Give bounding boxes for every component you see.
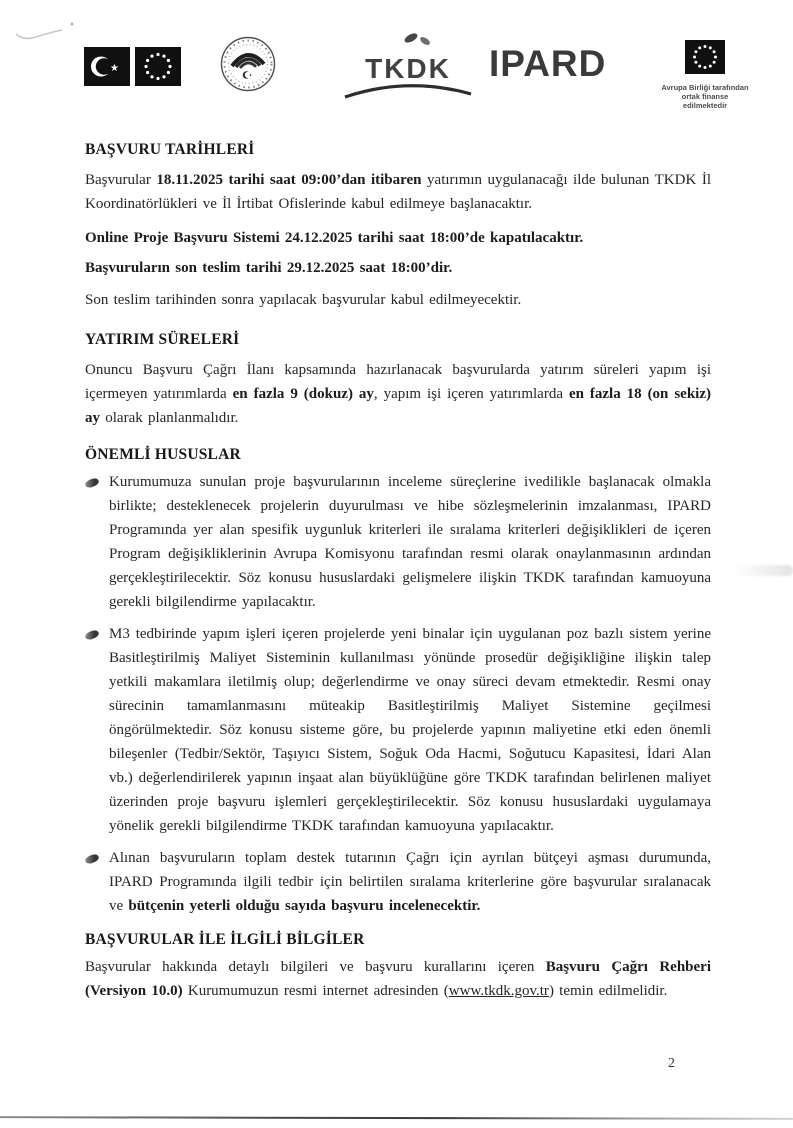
text-run: ) temin edilmelidir. (548, 983, 668, 999)
svg-text:★: ★ (110, 63, 119, 74)
bullet-budget-ranking (109, 846, 711, 918)
heading-onemli-hususlar: ÖNEMLİ HUSUSLAR (85, 446, 241, 463)
bold-run: bütçenin yeterli olduğu sayıda başvuru incelenecektir. (128, 898, 481, 914)
text-run: Başvurular (85, 172, 157, 188)
ministry-seal-icon (219, 35, 277, 98)
list-item (85, 846, 711, 918)
eu-flag-icon (135, 47, 181, 86)
bold-run: Başvuru Çağrı Rehberi (Versiyon 10.0) (85, 959, 711, 999)
bold-run: en fazla 9 (dokuz) ay (232, 386, 374, 402)
leaf-bullet-icon (84, 477, 100, 488)
page-number: 2 (668, 1056, 675, 1071)
list-item (85, 622, 711, 838)
section-basvurular-bilgiler (85, 930, 711, 1003)
leaf-bullet-icon (84, 853, 100, 864)
paragraph-application-start (85, 168, 711, 216)
text-run: Onuncu Başvuru Çağrı İlanı kapsamında hazırlanacak başvurularda yatırım süreleri yapım işi içermeyen yatırımlarda (85, 362, 711, 402)
tkdk-swoosh-icon (343, 83, 473, 99)
section-basvuru-tarihleri (85, 140, 711, 312)
paragraph-online-system-close: Online Proje Başvuru Sistemi 24.12.2025 tarihi saat 18:00’de kapatılacaktır. (85, 230, 584, 246)
paragraph-guide-info (85, 955, 711, 1003)
bullet-review-process: Kurumumuza sunulan proje başvurularının inceleme süreçlerine ivedilikle başlanacak olmakla birlikte; desteklenecek projelerin duyurulması ve hibe sözleşmelerinin imzalanması, IPARD Programında yer alan spesifik uygunluk kriterleri ile sıralama kriterleri değişiklikleri de içeren Program değişikliklerinin Avrupa Komisyonu tarafından resmi olarak onaylanmasının ardından gerçekleştirilecektir. Söz konusu hususlardaki gelişmelere ilişkin TKDK tarafından kamuoyuna gerekli bilgilendirme yapılacaktır. (109, 474, 711, 610)
heading-yatirim-sureleri: YATIRIM SÜRELERİ (85, 331, 240, 348)
paragraph-last-submission: Başvuruların son teslim tarihi 29.12.2025 saat 18:00’dir. (85, 260, 453, 276)
bullet-m3-cost-system: M3 tedbirinde yapım işleri içeren projelerde yeni binalar için uygulanan poz bazlı sistem yerine Basitleştirilmiş Maliyet Sisteminin kullanılması yönünde prosedür değişikliğine ilişkin talep yetkili makamlara iletilmiş olup; değerlendirme ve onay süreci devam etmektedir. Resmi onay sürecinin tamamlanmasını müteakip Basitleştirilmiş Maliyet Sistemine geçilmesi öngörülmektedir. Söz konusu sisteme göre, bu projelerde yapının maliyetine etki eden önemli bileşenler (Tedbir/Sektör, Taşıyıcı Sistem, Soğuk Oda Hacmi, Soğutucu Kapasitesi, İdari Alan vb.) değerlendirilerek yapının inşaat alan büyüklüğüne göre TKDK tarafından belirlenen maliyet üzerinden proje başvuru işlemleri gerçekleştirilecektir. Söz konusu hususlardaki uygulamaya yönelik gerekli bilgilendirme TKDK tarafından kamuoyuna yapılacaktır. (109, 626, 711, 834)
ipard-logo (489, 44, 606, 84)
eu-flag-small-icon (685, 40, 725, 74)
eu-funding-caption-line1: Avrupa Birliği tarafından (661, 83, 749, 92)
tkdk-logo (349, 28, 467, 104)
eu-funding-caption-line2: ortak finanse edilmektedir (681, 92, 729, 110)
heading-basvurular-bilgiler: BAŞVURULAR İLE İLGİLİ BİLGİLER (85, 931, 365, 948)
list-item (85, 470, 711, 614)
tkdk-website-link[interactable]: www.tkdk.gov.tr (448, 983, 549, 999)
text-run: yatırımın uygulanacağı ilde bulunan TKDK İl Koordinatörlükleri ve İl İrtibat Ofislerinde kabul edilmeye başlanacaktır. (85, 172, 711, 212)
ipard-logo-text: IPARD (489, 43, 607, 84)
heading-basvuru-tarihleri: BAŞVURU TARİHLERİ (85, 141, 255, 158)
section-yatirim-sureleri (85, 330, 711, 430)
text-run: olarak planlanmalıdır. (100, 410, 239, 426)
header-flag-logos (84, 47, 181, 86)
text-run: Başvurular hakkında detaylı bilgileri ve başvuru kurallarını içeren (85, 959, 546, 975)
leaf-bullet-icon (84, 629, 100, 640)
bold-run: en fazla 18 (on sekiz) ay (85, 386, 711, 426)
scan-artifact-smudge (733, 565, 793, 576)
turkish-flag-icon (84, 47, 130, 86)
text-run: Kurumumuzun resmi internet adresinden ( (182, 983, 449, 999)
tkdk-leaves-icon (349, 28, 467, 48)
text-run: Alınan başvuruların toplam destek tutarının Çağrı için ayrılan bütçeyi aşması durumunda, IPARD Programında ilgili tedbir için belirtilen sıralama kriterlerine göre başvurular sıralanacak ve (109, 850, 711, 914)
paragraph-after-deadline: Son teslim tarihinden sonra yapılacak başvurular kabul edilmeyecektir. (85, 292, 522, 308)
paragraph-investment-durations (85, 358, 711, 430)
scan-artifact-bottom-edge (0, 1116, 793, 1120)
eu-funding-caption (659, 83, 751, 110)
eu-funding-logo (659, 40, 751, 110)
document-body (85, 140, 711, 1003)
bold-run: 18.11.2025 tarihi saat 09:00’dan itibaren (156, 172, 422, 188)
text-run: , yapım işi içeren yatırımlarda (373, 386, 569, 402)
tkdk-logo-text: TKDK (365, 53, 451, 84)
section-onemli-hususlar (85, 445, 711, 918)
